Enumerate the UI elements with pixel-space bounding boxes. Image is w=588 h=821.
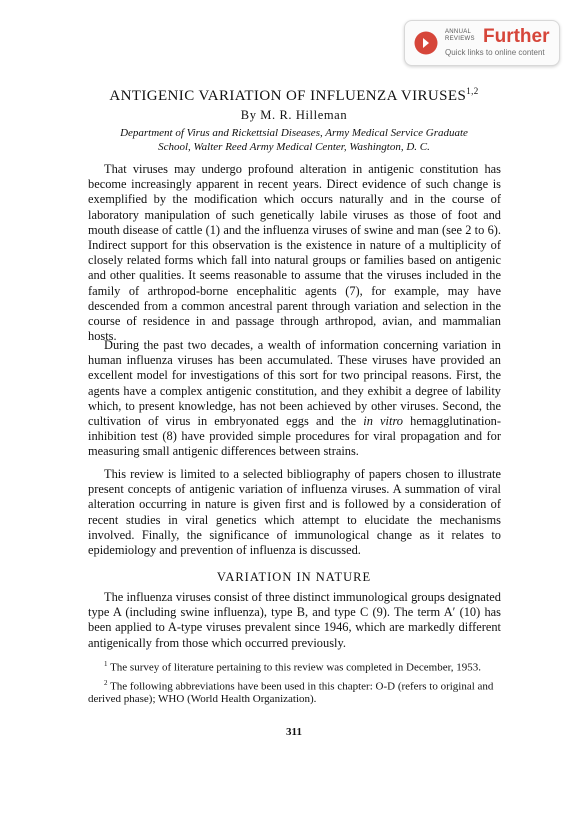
footnote-2 xyxy=(88,677,501,707)
section-paragraph xyxy=(88,590,501,651)
article-title xyxy=(0,82,588,105)
page-number: 311 xyxy=(286,726,302,738)
section-heading: VARIATION IN NATURE xyxy=(216,570,372,584)
body-paragraph-2 xyxy=(88,338,501,460)
footnote-text: The following abbreviations have been used in this chapter: O-D (refers to original and derived phase); WHO (World Health Organization). xyxy=(88,680,494,706)
italic-term: in vitro xyxy=(363,414,404,429)
badge-subtitle: Quick links to online content xyxy=(445,48,545,57)
article-title-text: ANTIGENIC VARIATION OF INFLUENZA VIRUSES xyxy=(109,88,467,104)
footnote-text: The survey of literature pertaining to this review was completed in December, 1953. xyxy=(110,661,482,674)
title-footnote-marks: 1,2 xyxy=(466,86,479,96)
paragraph-text: This review is limited to a selected bibliography of papers chosen to illustrate present concepts of antigenic variation of influenza viruses. A summation of viral alteration occurring in nature is given first and is followed by a consideration of recent studies in viral genetics which attempt to elucidate the mechanisms involved. Finally, the significance of immunological change as it relates to epidemiology and prevention of influenza is discussed. xyxy=(88,467,501,558)
footnote-mark: 2 xyxy=(104,678,108,687)
further-links-badge[interactable] xyxy=(404,20,560,66)
badge-brand: ANNUAL REVIEWS xyxy=(445,29,475,42)
body-paragraph-1 xyxy=(88,162,501,344)
annual-reviews-logo-icon xyxy=(414,31,438,55)
footnote-1 xyxy=(88,658,501,675)
footnotes xyxy=(88,658,501,708)
author-byline: By M. R. Hilleman xyxy=(240,108,348,122)
author-affiliation xyxy=(60,126,528,154)
paragraph-text: That viruses may undergo profound alteration in antigenic constitution has become increasingly apparent in recent years. Direct evidence of such change is exemplified by the modification which occurs naturally and in the course of laboratory manipulation of such genetically labile viruses as those of foot and mouth disease of cattle (1) and the influenza viruses of swine and man (see 2 to 6). Indirect support for this observation is the existence in nature of a multiplicity of closely related forms which fall into natural groups or families based on antigenic and other qualities. It seems reasonable to assume that the viruses included in the family of arthropod-borne encephalitic agents (7), for example, may have descended from a common ancestral parent through variation and selection in the course of residence in and passage through arthropod, avian, and mammalian hosts. xyxy=(88,162,501,344)
affiliation-line-2: School, Walter Reed Army Medical Center, Washington, D. C. xyxy=(158,141,430,153)
footnote-mark: 1 xyxy=(104,660,108,668)
paragraph-text: The influenza viruses consist of three distinct immunological groups designated type A (including swine influenza), type B, and type C (9). The term A′ (10) has been applied to A-type viruses prevalent since 1946, which are markedly different antigenically from those which occurred previously. xyxy=(88,590,501,650)
paragraph-text: During the past two decades, a wealth of information concerning variation in human influenza viruses has been accumulated. These viruses have provided an excellent model for investigations of this sort for two principal reasons. First, the agents have a complex antigenic constitution, and they exhibit a degree of lability which, to present knowledge, has not been achieved by other viruses. Second, the cultivation of virus in embryonated eggs and the in vitro hemagglutination-inhibition test (8) have provided simple procedures for viral propagation and for measuring small antigenic differences between strains. xyxy=(88,338,501,459)
affiliation-line-1: Department of Virus and Rickettsial Diseases, Army Medical Service Graduate xyxy=(120,127,468,139)
body-paragraph-3 xyxy=(88,467,501,558)
badge-title: Further xyxy=(483,26,550,47)
